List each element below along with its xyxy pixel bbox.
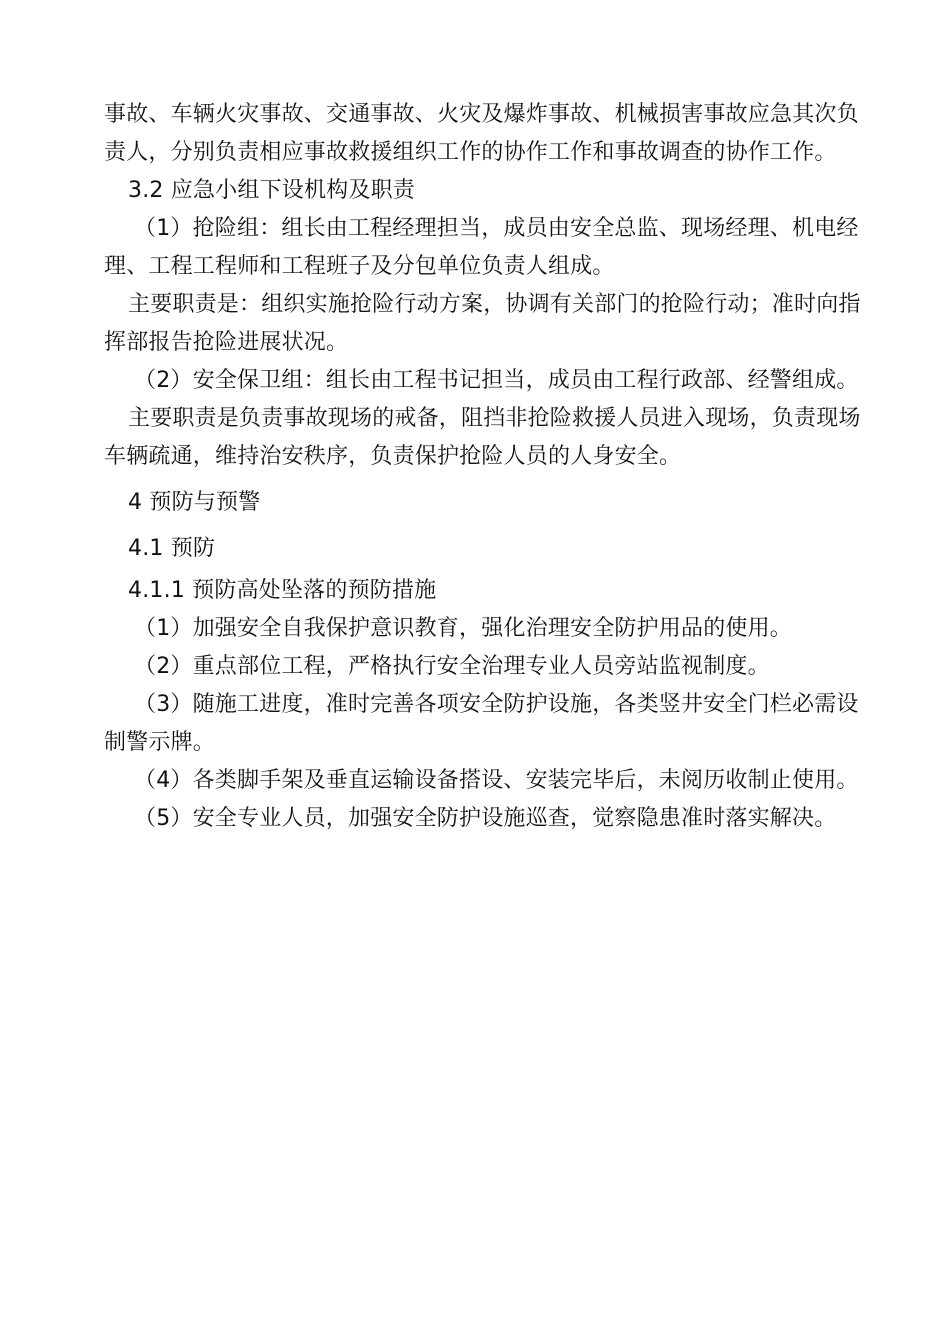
paragraph-security-team: （2）安全保卫组：组长由工程书记担当，成员由工程行政部、经警组成。 — [134, 368, 859, 393]
paragraph-security-duties: 主要职责是负责事故现场的戒备，阻挡非抢险救援人员进入现场，负责现场车辆疏通，维持治安秩序，负责保护抢险人员的人身安全。 — [104, 406, 861, 469]
measure-item-5: （5）安全专业人员，加强安全防护设施巡查，觉察隐患准时落实解决。 — [134, 806, 837, 831]
section-heading-3-2: 3.2 应急小组下设机构及职责 — [128, 178, 415, 203]
section-heading-4-1: 4.1 预防 — [128, 536, 216, 561]
section-heading-4-1-1: 4.1.1 预防高处坠落的预防措施 — [128, 578, 437, 603]
paragraph-accident-leaders: 事故、车辆火灾事故、交通事故、火灾及爆炸事故、机械损害事故应急其次负责人，分别负责相应事故救援组织工作的协作工作和事故调查的协作工作。 — [104, 102, 859, 165]
measure-item-2: （2）重点部位工程，严格执行安全治理专业人员旁站监视制度。 — [134, 654, 770, 679]
section-heading-4: 4 预防与预警 — [128, 490, 261, 515]
paragraph-rescue-duties: 主要职责是：组织实施抢险行动方案，协调有关部门的抢险行动；准时向指挥部报告抢险进展状况。 — [104, 292, 861, 355]
measure-item-4: （4）各类脚手架及垂直运输设备搭设、安装完毕后，未阅历收制止使用。 — [134, 768, 859, 793]
measure-item-1: （1）加强安全自我保护意识教育，强化治理安全防护用品的使用。 — [134, 616, 792, 641]
document-body — [104, 96, 874, 838]
paragraph-rescue-team: （1）抢险组：组长由工程经理担当，成员由安全总监、现场经理、机电经理、工程工程师和工程班子及分包单位负责人组成。 — [104, 216, 859, 279]
measure-item-3: （3）随施工进度，准时完善各项安全防护设施，各类竖井安全门栏必需设制警示牌。 — [104, 692, 859, 755]
